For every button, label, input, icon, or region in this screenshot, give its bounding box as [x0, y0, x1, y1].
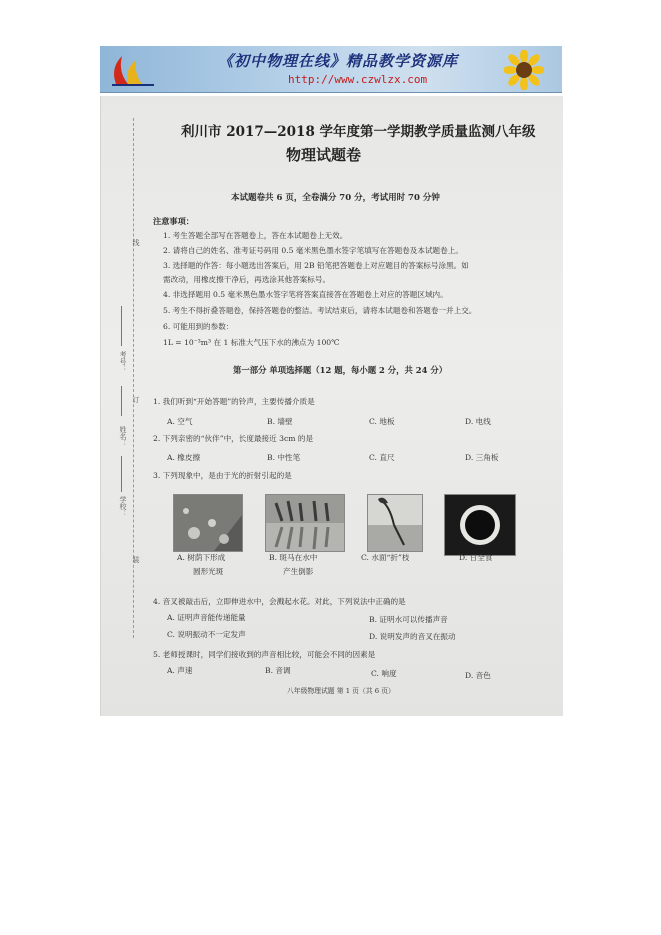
question-option: C. 水面“折”枝: [361, 553, 410, 562]
margin-label-name: 姓名：: [119, 426, 127, 447]
zebra-reflection-photo: [265, 494, 345, 552]
question-option: D. 音色: [465, 671, 491, 680]
logo-icon: [108, 50, 158, 88]
margin-label-school: 学校：: [119, 496, 127, 517]
question-option: D. 电线: [465, 417, 491, 426]
banner-url[interactable]: http://www.czwlzx.com: [288, 73, 428, 86]
section-title: 第一部分 单项选择题（12 题，每小题 2 分，共 24 分）: [233, 365, 448, 375]
solar-eclipse-photo: [444, 494, 516, 556]
question-option: B. 证明水可以传播声音: [369, 615, 448, 624]
notice-item: 4. 非选择题用 0.5 毫米黑色墨水签字笔将答案直接答在答题卷上对应的答题区域内。: [163, 290, 448, 299]
question-option: A. 橡皮擦: [167, 453, 201, 462]
question-stem: 2. 下列亲密的“伙伴”中，长度最接近 3cm 的是: [153, 434, 314, 443]
notice-item: 3. 选择题的作答：每小题选出答案后，用 2B 铅笔把答题卷上对应题目的答案标号涂黑。如: [163, 261, 469, 270]
exam-intro: 本试题卷共 6 页，全卷满分 70 分，考试用时 70 分钟: [231, 193, 440, 203]
question-stem: 1. 我们听到“开始答题”的铃声，主要传播介质是: [153, 397, 315, 406]
notice-item: 1. 考生答题全部写在答题卷上，答在本试题卷上无效。: [163, 231, 348, 240]
exam-subtitle: 物理试题卷: [286, 146, 362, 164]
banner-title: 《初中物理在线》精品教学资源库: [218, 52, 459, 70]
margin-label-seal: 订: [132, 396, 140, 403]
margin-label-bind: 装: [132, 556, 140, 563]
question-option: C. 说明振动不一定发声: [167, 630, 246, 639]
notice-heading: 注意事项：: [153, 216, 194, 226]
exam-page: [100, 96, 563, 716]
name-blank: [121, 386, 122, 416]
notice-item: 需改动，用橡皮擦干净后，再选涂其他答案标号。: [163, 275, 331, 284]
bent-branch-photo: [367, 494, 423, 552]
question-option: B. 音调: [265, 666, 291, 675]
question-option: B. 墙壁: [267, 417, 293, 426]
question-option: C. 响度: [371, 669, 397, 678]
question-option: B. 中性笔: [267, 453, 301, 462]
question-stem: 4. 音叉被敲击后，立即伸进水中，会溅起水花。对此，下列说法中正确的是: [153, 597, 406, 606]
school-blank: [121, 456, 122, 492]
margin-label-line: 线: [132, 239, 140, 246]
notice-item: 2. 请将自己的姓名、准考证号码用 0.5 毫米黑色墨水签字笔填写在答题卷及本试题卷上。: [163, 246, 463, 255]
question-stem: 5. 老师授课时，同学们接收到的声音相比较，可能会不同的因素是: [153, 650, 376, 659]
sunflower-icon: [504, 50, 544, 90]
question-option-cont: 圆形光斑: [193, 567, 224, 576]
question-option: D. 日全食: [459, 553, 493, 562]
margin-label-exam-no: 考号：: [119, 351, 127, 372]
question-option: C. 直尺: [369, 453, 395, 462]
question-option: A. 证明声音能传递能量: [167, 613, 246, 622]
question-option: A. 声速: [167, 666, 193, 675]
resource-banner: [100, 46, 562, 93]
exam-title: 利川市 2017—2018 学年度第一学期教学质量监测八年级: [181, 124, 536, 140]
question-option: D. 说明发声的音叉在振动: [369, 632, 456, 641]
exam-no-blank: [121, 306, 122, 346]
notice-item: 5. 考生不得折叠答题卷，保持答题卷的整洁。考试结束后，请将本试题卷和答题卷一并上交。: [163, 306, 477, 315]
question-stem: 3. 下列现象中，是由于光的折射引起的是: [153, 471, 292, 480]
question-option-cont: 产生倒影: [283, 567, 314, 576]
notice-item: 6. 可能用到的参数：: [163, 322, 234, 331]
question-option: D. 三角板: [465, 453, 499, 462]
question-option: A. 树荫下形成: [177, 553, 226, 562]
question-option: A. 空气: [167, 417, 193, 426]
tree-shadow-photo: [173, 494, 243, 552]
notice-item: 1L = 10⁻³m³ 在 1 标准大气压下水的沸点为 100℃: [163, 338, 340, 347]
page-footer: 八年级物理试题 第 1 页（共 6 页）: [287, 687, 395, 695]
question-option: B. 斑马在水中: [269, 553, 318, 562]
question-option: C. 地板: [369, 417, 395, 426]
